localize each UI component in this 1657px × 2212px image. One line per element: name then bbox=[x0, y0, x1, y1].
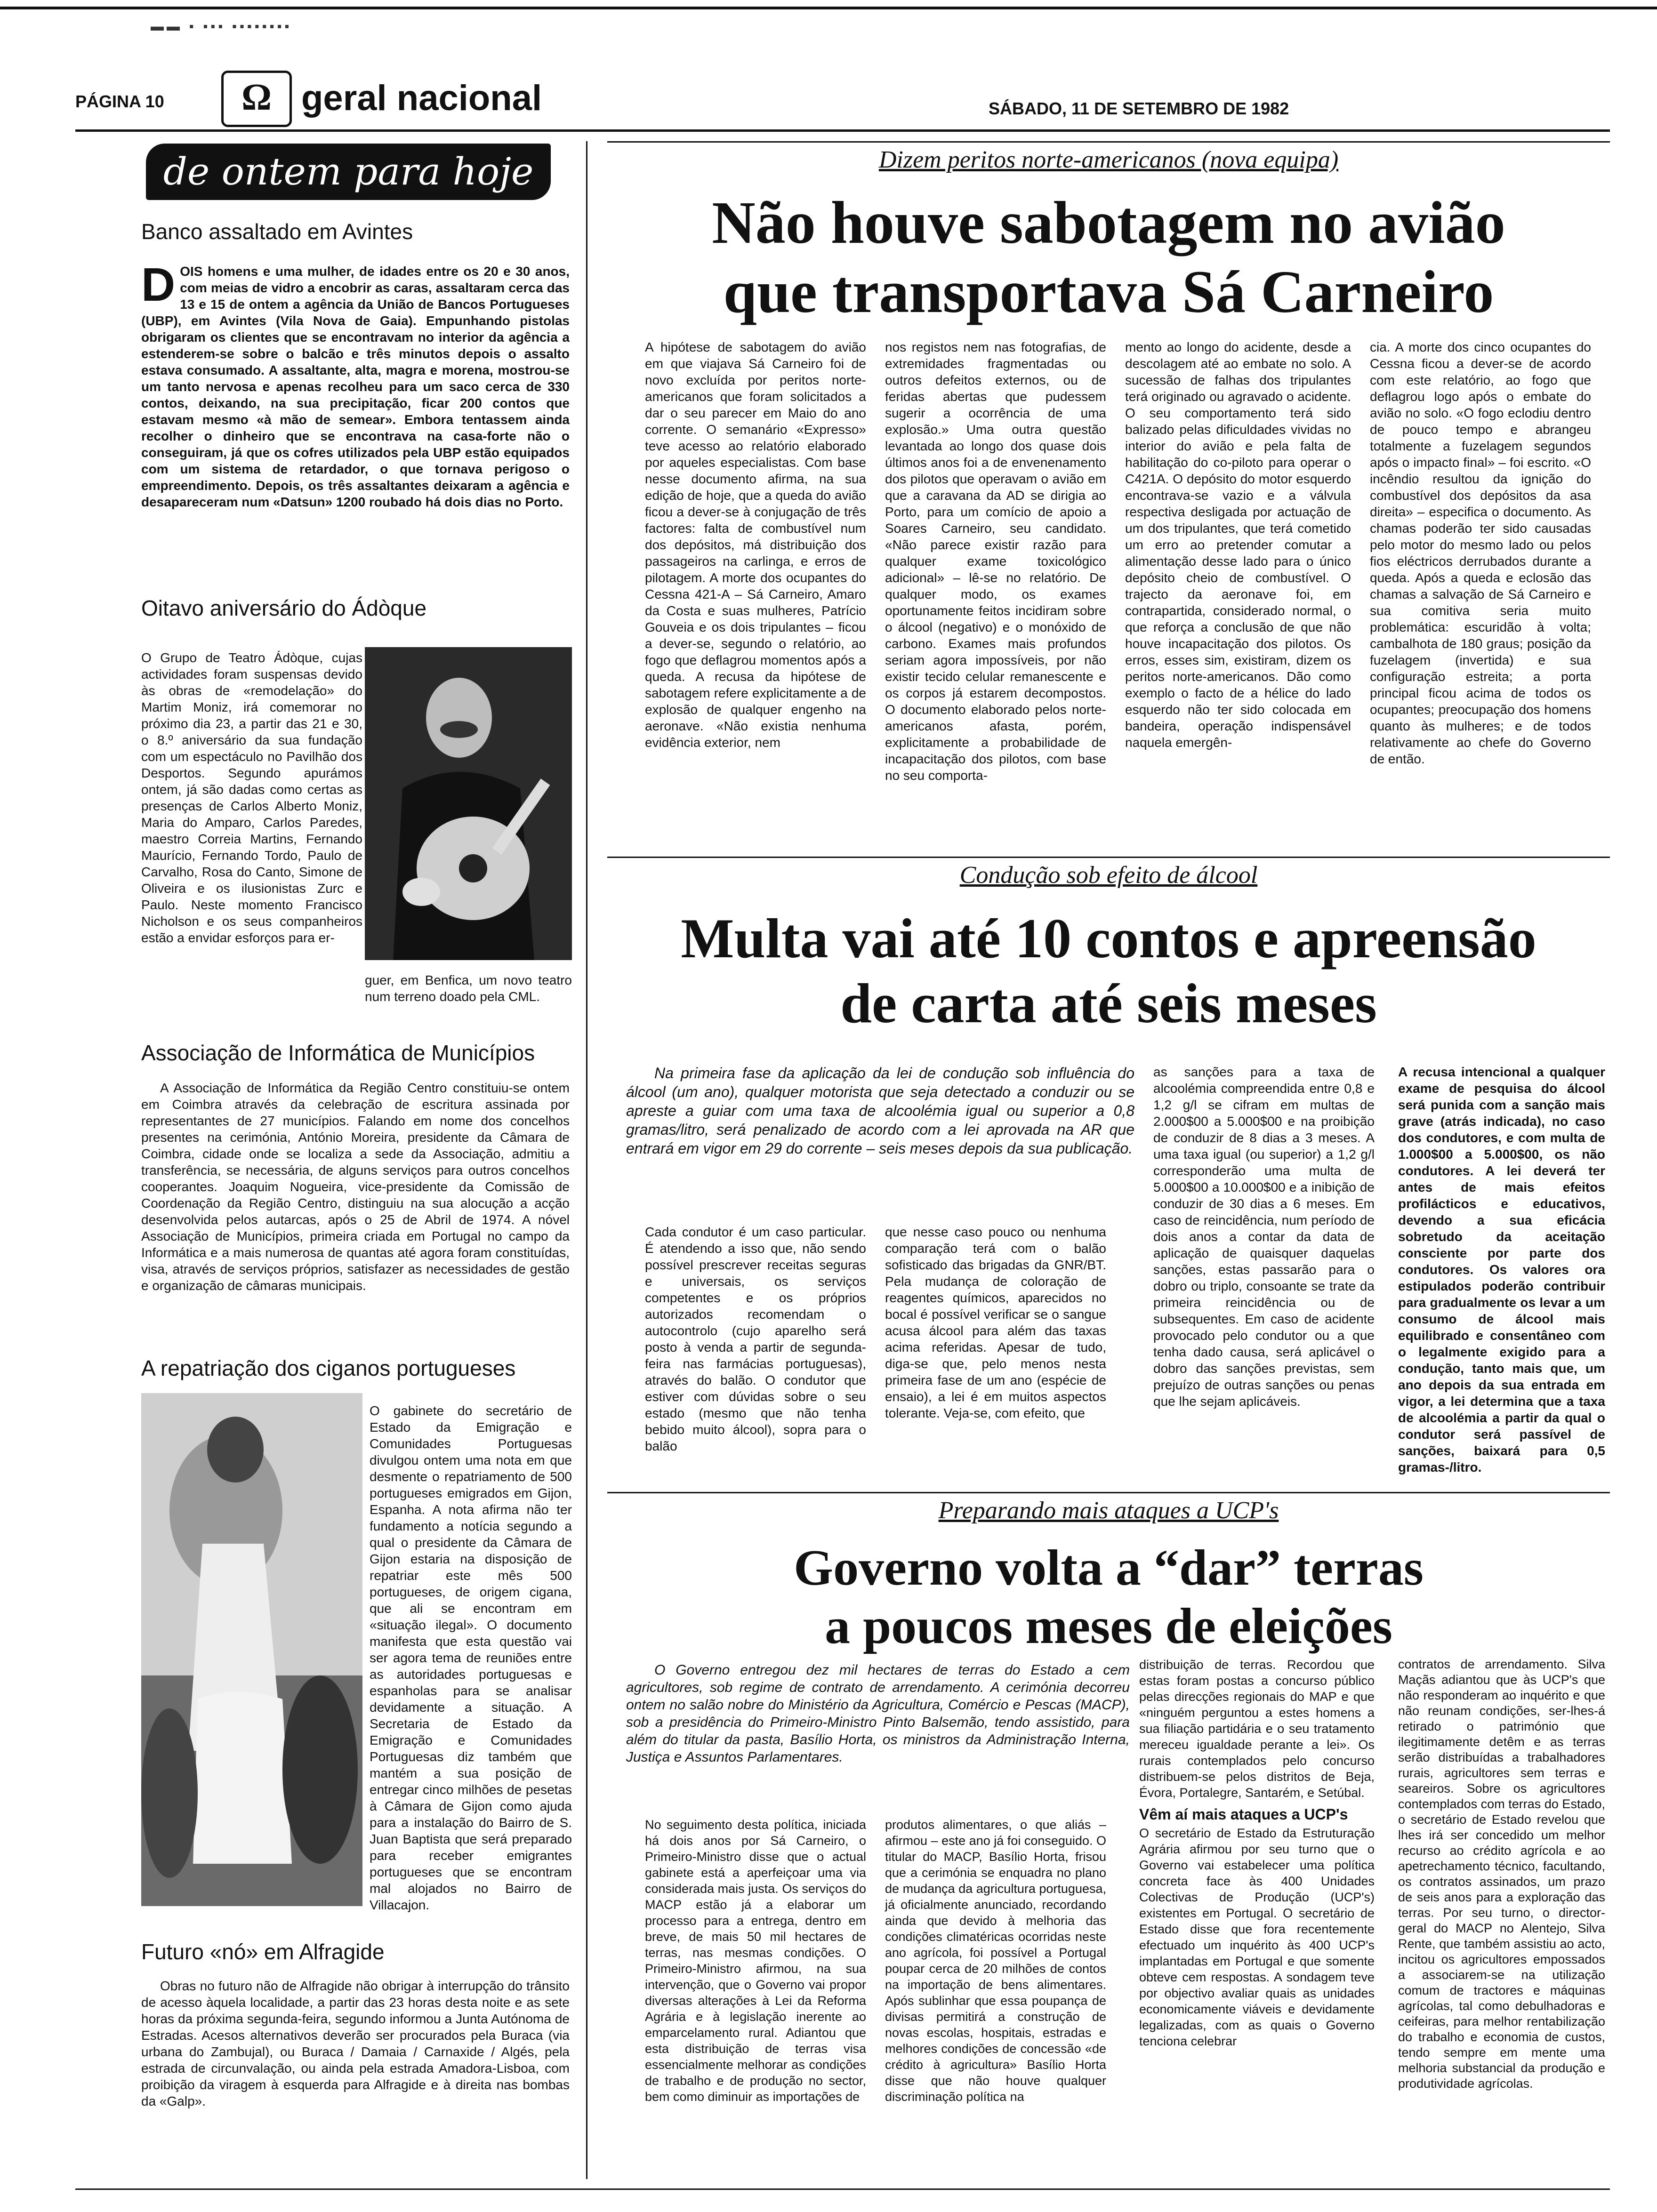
article-body-cont: guer, em Benfica, um novo teatro num terreno doado pela CML. bbox=[365, 973, 572, 1004]
article-title: A repatriação dos ciganos portugueses bbox=[141, 1356, 516, 1380]
story1-headline bbox=[607, 188, 1610, 327]
article-body: Obras no futuro não de Alfragide não obrigar à interrupção do trânsito de acesso àquela localidade, a partir das 23 horas desta noite e as sete horas da próxima segunda-feira, segundo informou a Junta Autónoma de Estradas. Acesos alternativos deverão ser procurados pela Buraca (via urbana do Zambujal), ou Buraca / Damaia / Carnaxide / Algés, pela estrada de circunvalação, ou ainda pela estrada Amadora-Lisboa, com proibição da viragem à esquerda para Alfragide e à direita nas bombas da «Galp». bbox=[141, 1979, 570, 2108]
story3-headline bbox=[607, 1539, 1610, 1656]
story2-kicker: Condução sob efeito de álcool bbox=[959, 862, 1258, 889]
story3-column-4: O secretário de Estado da Estruturação Agrária afirmou por seu turno que o Governo vai estabelecer uma política concreta face às 400 Unidades Colectivas de Produção (UCP's) existentes em Portugal. O secretário de Estado disse que fora recentemente efectuado um inquérito às 400 UCP's implantadas em Portugal e que somente obteve cem respostas. A sondagem teve por objectivo avaliar quais as unidades economicamente viáveis e devidamente legalizadas, com as quais o Governo tenciona celebrar bbox=[1139, 1826, 1375, 2048]
story3-column-5: contratos de arrendamento. Silva Maçãs adiantou que às UCP's que não responderam ao inquérito e que não reunam condições, ser-lhes-á retirado o património que ilegitimamente detêm e as terras serão distribuídas a trabalhadores rurais, agricultores sem terras e seareiros. Sobre os agricultores contemplados com terras do Estado, o secretário de Estado revelou que lhes irá ser concedido um melhor recurso ao crédito agrícola e ao apetrechamento técnico, facultando, os contratos assinados, um prazo de seis anos para a exploração das terras. Por seu turno, o director-geral do MACP no Alentejo, Silva Rente, que também assistiu ao acto, incitou os agricultores empossados a associarem-se na utilização comum de tractores e máquinas agrícolas, tal como debulhadoras e ceifeiras, para melhor rentabilização do trabalho e economia de custos, tendo sempre em mente uma melhoria substancial da produção e produtividade agrícolas. bbox=[1398, 1657, 1605, 2091]
article-body: A Associação de Informática da Região Centro constituiu-se ontem em Coimbra através da celebração de escritura assinada por representantes de 27 municípios. Falando em nome dos concelhos presentes na cerimónia, António Moreira, presidente da Câmara de Coimbra, cidade onde se localiza a sede da Associação, admitiu a transferência, se necessária, de alguns serviços para outros concelhos cooperantes. Joaquim Nogueira, vice-presidente da Comissão de Coordenação da Região Centro, distinguiu na sua alocução a acção desenvolvida pelos autarcas, após o 25 de Abril de 1974. A nóvel Associação de Municípios, primeira criada em Portugal no campo da Informática e a mais numerosa de quantas até agora foram constituídas, visa, através de serviços próprios, satisfazer as necessidades de gestão e organização de câmaras municipais. bbox=[141, 1081, 570, 1293]
article-title: Associação de Informática de Municípios bbox=[141, 1041, 535, 1065]
story2-column-1: Cada condutor é um caso particular. É atendendo a isso que, não sendo possível prescrever receitas seguras e universais, os serviços competentes e os próprios autorizados recomendam o autocontrolo (cujo aparelho será posto à venda a partir de segunda-feira nas farmácias portuguesas), através do balão. O condutor que estiver com dúvidas sobre o seu estado (mesmo que não tenha bebido muito álcool), sopra para o balão bbox=[645, 1225, 866, 1453]
article-alfragide bbox=[141, 1939, 570, 2109]
article-informatica bbox=[141, 1040, 570, 1294]
column-banner: de ontem para hoje bbox=[146, 144, 551, 200]
headline-line-2: a poucos meses de eleições bbox=[825, 1598, 1392, 1655]
story1-column-4: cia. A morte dos cinco ocupantes do Cessna ficou a dever-se de acordo com este relatório, ao fogo que deflagrou logo após o embate do avião no solo. «O fogo eclodiu dentro de pouco tempo e abrangeu totalmente a fuzelagem segundos após o impacto final» – foi escrito. «O incêndio resultou da ignição do combustível dos depósitos da asa direita» – especifica o documento. As chamas poderão ter sido causadas pelo motor do mesmo lado ou pelos fios eléctricos derrubados durante a queda. Após a queda e eclosão das chamas a salvação de Sá Carneiro e sua comitiva seria muito problemática: escuridão à volta; cambalhota de 180 graus; posição da fuzelagem (invertida) e sua configuração estreita; a porta principal ficou acima de todos os ocupantes; preocupação dos homens quanto às mulheres; e de todos relativamente ao chefe do Governo de então. bbox=[1370, 340, 1591, 766]
story3-top-rule bbox=[607, 1492, 1610, 1493]
section-title: geral nacional bbox=[301, 78, 542, 118]
story2-lead: Na primeira fase da aplicação da lei de condução sob influência do álcool (um ano), qualquer motorista que seja detectado a conduzir ou se apreste a guiar com uma taxa de alcoolémia igual ou superior a 0,8 gramas/litro, será penalizado de acordo com a lei aprovada na AR que entrará em vigor em 29 do corrente – seis meses depois da sua publicação. bbox=[626, 1065, 1134, 1157]
story2-top-rule bbox=[607, 857, 1610, 858]
article-bank-robbery bbox=[141, 219, 570, 510]
story2-headline bbox=[607, 906, 1610, 1036]
story3-kicker: Preparando mais ataques a UCP's bbox=[938, 1497, 1279, 1524]
headline-line-2: que transportava Sá Carneiro bbox=[723, 258, 1494, 326]
top-rule bbox=[0, 7, 1657, 9]
story2-column-2: que nesse caso pouco ou nenhuma comparação terá com o balão sofisticado das brigadas da GNR/BT. Pela mudança de coloração de reagentes químicos, aparecidos no bocal é possível verificar se o sangue acusa álcool para além das taxas acima referidas. Apesar de tudo, diga-se que, pelo menos nesta primeira fase de um ano (espécie de ensaio), a lei é em muitos aspectos tolerante. Veja-se, com efeito, que bbox=[885, 1225, 1106, 1420]
article-body: O Grupo de Teatro Ádòque, cujas actividades foram suspensas devido às obras de «remodelação» do Martim Moniz, irá comemorar no próximo dia 23, a partir das 21 e 30, o 8.º aniversário da sua fundação com um espectáculo no Pavilhão dos Desportos. Segundo apurámos ontem, já são dadas como certas as presenças de Carlos Alberto Moniz, Maria do Amparo, Carlos Paredes, maestro Correia Martins, Fernando Maurício, Fernando Tordo, Paulo de Carvalho, Rosa do Canto, Simone de Oliveira e os ilusionistas Zurc e Paulo. Neste momento Francisco Nicholson e os seus companheiros estão a envidar esforços para er- bbox=[141, 650, 362, 945]
story2-column-4: A recusa intencional a qualquer exame de pesquisa do álcool será punida com a sanção mais grave (atrás indicada), no caso dos condutores, e com multa de 1.000$00 a 5.000$00, os não condutores. A lei deverá ter antes de mais efeitos profilácticos e educativos, devendo a sua eficácia sobretudo da aceitação consciente por parte dos condutores. Os valores ora estipulados poderão contribuir para gradualmente os levar a um consumo de álcool mais equilibrado e consentâneo com o legalmente exigido para a condução, tanto mais que, um ano depois da sua entrada em vigor, a lei determina que a taxa de alcoolémia a partir da qual o condutor será passível de sanções, baixará para 0,5 gramas-/litro. bbox=[1398, 1065, 1605, 1475]
story3-column-2: produtos alimentares, o que aliás – afirmou – este ano já foi conseguido. O titular do MACP, Basílio Horta, frisou que a cerimónia se enquadra no plano de mudança da agricultura portuguesa, já oficialmente anunciado, recordando ainda que devido à melhoria das condições climatéricas ocorridas neste ano agrícola, foi possível a Portugal poupar cerca de 20 milhões de contos na importação de bens alimentares. Após sublinhar que essa poupança de divisas permitirá a construção de novas escolas, hospitais, estradas e melhores condições de concessão «de crédito à agricultura» Basílio Horta disse que não houve qualquer discriminação política na bbox=[885, 1818, 1106, 2104]
story3-column-3: distribuição de terras. Recordou que estas foram postas a concurso público pelas direcções regionais do MAP e que «ninguém perguntou a estes homens a sua filiação partidária e o seu tratamento mereceu igualdade perante a lei». Os rurais contemplados pelo concurso distribuem-se pelos distritos de Beja, Évora, Portalegre, Santarém, e Setúbal. bbox=[1139, 1658, 1375, 1800]
newspaper-logo: Ω bbox=[221, 71, 292, 127]
story2-column-3: as sanções para a taxa de alcoolémia compreendida entre 0,8 e 1,2 g/l se cifram em multas de 2.000$00 a 5.000$00 e na proibição de conduzir de 8 dias a 3 meses. A uma taxa igual (ou superior) a 1,2 g/l corresponderão uma multa de 5.000$00 a 10.000$00 e a inibição de conduzir de 30 dias a 6 meses. Em caso de reincidência, num período de dois anos a contar da data de aplicação de quaisquer daquelas sanções, estas passarão para o dobro ou triplo, consoante se trate da primeira reincidência ou de subsequentes. Em caso de acidente provocado pelo condutor ou a que tenha dado causa, será aplicável o dobro das sanções previstas, sem prejuízo de outras sanções ou penas que lhe sejam aplicáveis. bbox=[1153, 1065, 1375, 1409]
column-divider bbox=[586, 141, 587, 2179]
headline-line-2: de carta até seis meses bbox=[840, 972, 1377, 1034]
article-title: Futuro «nó» em Alfragide bbox=[141, 1940, 385, 1964]
story1-kicker: Dizem peritos norte-americanos (nova equipa) bbox=[878, 146, 1339, 173]
headline-line-1: Governo volta a “dar” terras bbox=[794, 1540, 1424, 1596]
headline-line-1: Não houve sabotagem no avião bbox=[712, 189, 1505, 256]
story1-top-rule bbox=[607, 141, 1610, 143]
story3-lead: O Governo entregou dez mil hectares de terras do Estado a cem agricultores, sob regime de contrato de arrendamento. A cerimónia decorreu ontem no salão nobre do Ministério da Agricultura, Comércio e Pescas (MACP), sob a presidência do Primeiro-Ministro Pinto Balsemão, tendo assistido, para além do titular da pasta, Basílio Horta, os ministros da Administração Interna, Justiça e Assuntos Parlamentares. bbox=[626, 1662, 1130, 1765]
article-title: Oitavo aniversário do Ádòque bbox=[141, 596, 427, 620]
drop-cap: D bbox=[141, 258, 176, 311]
story1-column-2: nos registos nem nas fotografias, de extremidades fragmentadas ou outros defeitos externos, ou de feridas abertas que pudessem sugerir a ocorrência de uma explosão.» Uma outra questão levantada ao longo dos quase dois últimos anos foi a de envenenamento dos pilotos que operavam o avião em que a caravana da AD se dirigia ao Porto, para um comício de apoio a Soares Carneiro, seu candidato. «Não parece existir razão para qualquer exame toxicológico adicional» – lê-se no relatório. De qualquer modo, os exames oportunamente feitos incidiram sobre o álcool (negativo) e o monóxido de carbono. Exames mais profundos seriam agora impossíveis, por não existir tecido celular remanescente e os corpos já estarem decompostos. O documento elaborado pelos norte-americanos afasta, porém, explicitamente a probabilidade de incapacitação dos pilotos, com base no seu comporta- bbox=[885, 340, 1106, 783]
footer-rule bbox=[75, 2188, 1610, 2190]
article-body: OIS homens e uma mulher, de idades entre os 20 e 30 anos, com meias de vidro a encobrir as caras, assaltaram cerca das 13 e 15 de ontem a agência da União de Bancos Portugueses (UBP), em Avintes (Vila Nova de Gaia). Empunhando pistolas obrigaram os clientes que se encontravam no interior da agência a estenderem-se sobre o balcão e três minutos depois o assalto estava consumado. A assaltante, alta, magra e morena, mostrou-se um tanto nervosa e apenas recolheu para um saco cerca de 330 contos, deixando, na sua precipitação, ficar 200 contos que estavam mesmo «à mão de semear». Embora tentassem ainda recolher o dinheiro que se encontrava na casa-forte não o conseguiram, já que os cofres utilizados pela UBP estão equipados com um sistema de retardador, o que tornava perigoso o empreendimento. Depois, os três assaltantes deixaram a agência e desapareceram num «Datsun» 1200 roubado há dois dias no Porto. bbox=[141, 264, 570, 509]
story1-column-3: mento ao longo do acidente, desde a descolagem até ao embate no solo. A sucessão de falhas dos tripulantes terá originado ou agravado o acidente. O seu comportamento terá sido balizado pelas dificuldades vividas no interior do avião e pela falta de habilitação do co-piloto para operar o C421A. O depósito do motor esquerdo encontrava-se vazio e a válvula respectiva desligada por actuação de um dos tripulantes, que terá cometido um erro ao pretender comutar a alimentação desse lado para o único depósito cheio de combustível. O trajecto da aeronave foi, em contrapartida, considerado normal, o que reforça a conclusão de que não houve incapacitação dos pilotos. Os erros, esses sim, existiram, dizem os peritos norte-americanos. Dão como exemplo o facto de a hélice do lado esquerdo não ter sido colocada em bandeira, operação indispensável naquela emergên- bbox=[1125, 340, 1351, 750]
masthead-fragment: ▬▬ ▪ ▪▪▪ ▪▪▪▪▪▪▪▪ bbox=[151, 19, 292, 33]
article-title: Banco assaltado em Avintes bbox=[141, 219, 413, 244]
page-date: SÁBADO, 11 DE SETEMBRO DE 1982 bbox=[989, 99, 1289, 118]
story3-subhead: Vêm aí mais ataques a UCP's bbox=[1139, 1806, 1348, 1823]
guitarist-photo bbox=[365, 647, 572, 960]
headline-line-1: Multa vai até 10 contos e apreensão bbox=[681, 907, 1536, 970]
article-adoque bbox=[141, 595, 570, 621]
article-ciganos bbox=[141, 1355, 570, 1381]
story3-column-1: No seguimento desta política, iniciada há dois anos por Sá Carneiro, o Primeiro-Ministro disse que o actual gabinete está a aperfeiçoar uma via considerada mais justa. Os serviços do MACP estão já a elaborar um processo para a entrega, dentro em breve, de mais 50 mil hectares de terras, nas mesmas condições. O Primeiro-Ministro afirmou, na sua intervenção, que o Governo vai propor diversas alterações à Lei da Reforma Agrária e à legislação inerente ao emparcelamento rural. Adiantou que esta distribuição de terras visa essencialmente melhorar as condições de trabalho e de produção no sector, bem como diminuir as importações de bbox=[645, 1818, 866, 2104]
article-body: O gabinete do secretário de Estado da Emigração e Comunidades Portuguesas divulgou ontem uma nota em que desmente o repatriamento de 500 portugueses emigrados em Gijon, Espanha. A nota afirma não ter fundamento a notícia segundo a qual o presidente da Câmara de Gijon estaria na disposição de repatriar este mês 500 portugueses, de origem cigana, que ali se encontram em «situação ilegal». O documento manifesta que esta questão vai ser agora tema de reuniões entre as autoridades portuguesas e espanholas para se analisar devidamente a situação. A Secretaria de Estado da Emigração e Comunidades Portuguesas diz também que mantém a sua posição de entregar cinco milhões de pesetas à Câmara de Gijon como ajuda para a instalação do Bairro de S. Juan Baptista que será preparado para receber emigrantes portugueses que se encontram mal alojados no Bairro de Villacajon. bbox=[370, 1403, 572, 1912]
header-rule bbox=[75, 129, 1610, 132]
guitarist-illustration bbox=[365, 647, 572, 960]
page-number: PÁGINA 10 bbox=[75, 92, 164, 111]
story1-column-1: A hipótese de sabotagem do avião em que viajava Sá Carneiro foi de novo excluída por peritos norte-americanos que foram solicitados a dar o seu parecer em Maio do ano corrente. O semanário «Expresso» teve acesso ao relatório elaborado por aqueles especialistas. Com base nesse documento afirma, na sua edição de hoje, que a queda do avião ficou a dever-se à conjugação de três factores: falta de combustível num dos depósitos, má distribuição dos passageiros na carlinga, e erros de pilotagem. A morte dos ocupantes do Cessna 421-A – Sá Carneiro, Amaro da Costa e suas mulheres, Patrício Gouveia e os dois tripulantes – ficou a dever-se, segundo o relatório, ao fogo que deflagrou momentos após a queda. A recusa da hipótese de sabotagem refere explicitamente a de explosão de qualquer engenho na aeronave. «Não existia nenhuma evidência exterior, nem bbox=[645, 340, 866, 750]
